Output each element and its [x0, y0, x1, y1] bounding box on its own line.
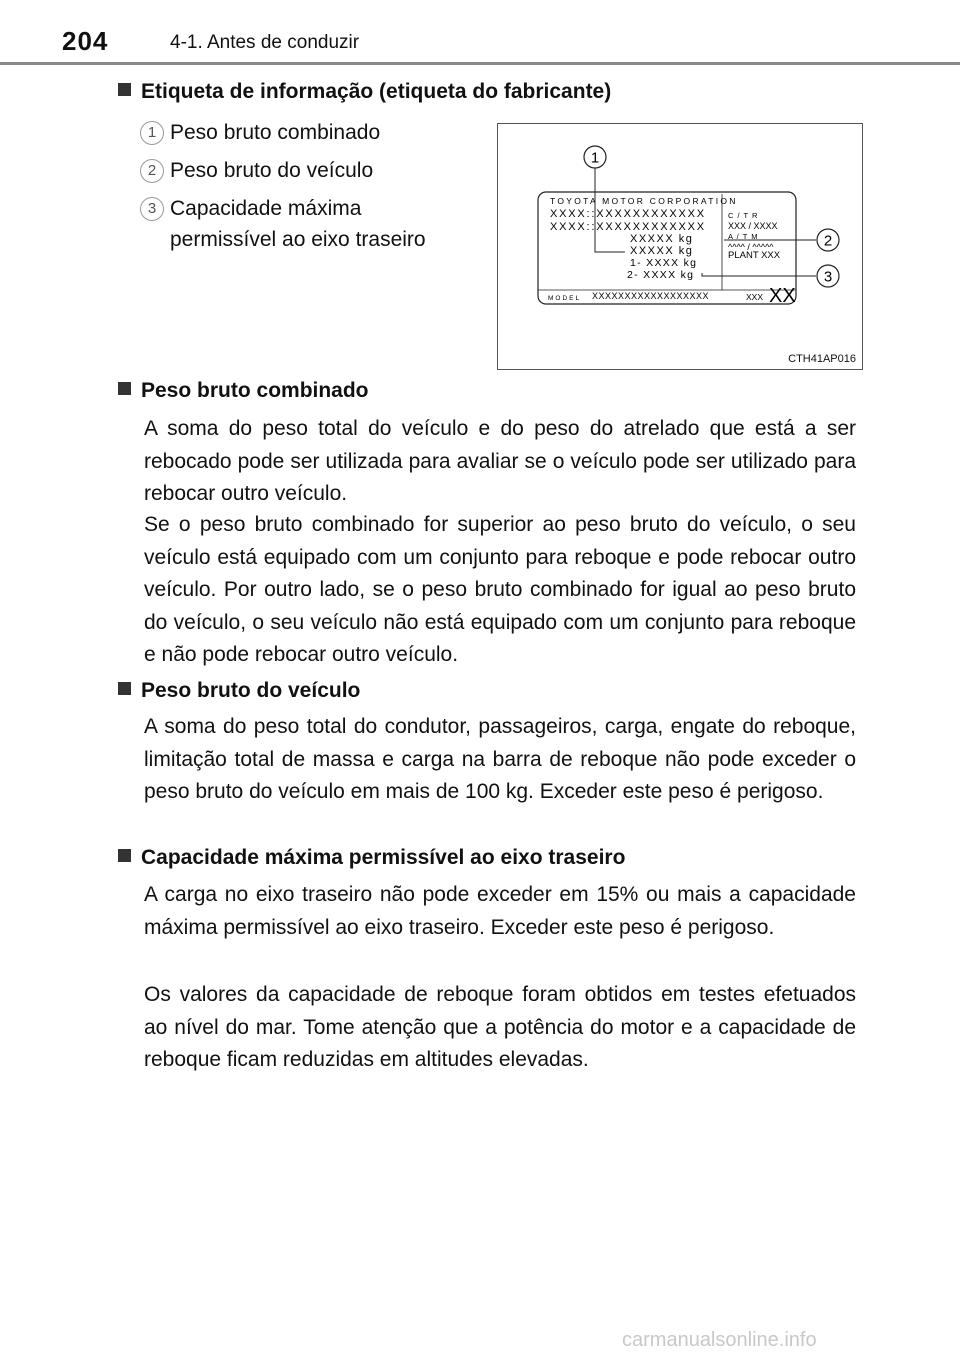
- callout-number-1: 1: [590, 149, 600, 167]
- label-item-text: Peso bruto combinado: [170, 121, 381, 144]
- label-section-title: Etiqueta de informação (etiqueta do fabricante): [118, 80, 611, 104]
- square-bullet-icon: [118, 849, 131, 862]
- label-atm: A / T M: [728, 232, 759, 241]
- label-ctr: C / T R: [728, 211, 759, 220]
- label-item-text: Peso bruto do veículo: [170, 159, 374, 182]
- paragraph: Os valores da capacidade de reboque foram obtidos em testes efetuados ao nível do mar. Tome atenção que a potência do motor e a capacidade de reboque ficam reduzidas em altitudes elevadas.: [144, 983, 856, 1071]
- paragraph: A carga no eixo traseiro não pode exceder em 15% ou mais a capacidade máxima permissível ao eixo traseiro. Exceder este peso é perigoso.: [144, 883, 856, 939]
- page-number: 204: [62, 26, 109, 56]
- figure-id: CTH41AP016: [788, 353, 856, 365]
- label-model-value: XXXXXXXXXXXXXXXXXX: [592, 291, 710, 301]
- label-big-xx: XX: [769, 285, 796, 307]
- square-bullet-icon: [118, 382, 131, 395]
- section-title-vehicle-weight: Peso bruto do veículo: [118, 679, 360, 703]
- square-bullet-icon: [118, 83, 131, 96]
- callout-line-3: [702, 273, 816, 276]
- label-model: MODEL: [548, 295, 582, 302]
- label-plant: PLANT XXX: [728, 250, 781, 261]
- label-kg-1: XXXXX kg: [630, 233, 694, 245]
- label-maker: TOYOTA MOTOR CORPORATION: [550, 196, 738, 206]
- callout-number: 1: [140, 121, 164, 145]
- callout-number-3: 3: [823, 268, 833, 286]
- label-line-1: XXXX::XXXXXXXXXXXX: [550, 208, 706, 220]
- watermark: carmanualsonline.info: [622, 1329, 817, 1351]
- square-bullet-icon: [118, 682, 131, 695]
- label-ctr-value: XXX / XXXX: [728, 221, 778, 231]
- manufacturer-label-figure: [497, 123, 863, 370]
- page-header: [0, 0, 960, 64]
- label-atm-value: ^^^^ / ^^^^^: [728, 242, 774, 252]
- label-item-1: [140, 117, 470, 148]
- header-rule: [0, 62, 960, 65]
- label-item-text: Capacidade máxima permissível ao eixo traseiro: [170, 197, 426, 251]
- callout-number: 2: [140, 159, 164, 183]
- label-line-2: XXXX::XXXXXXXXXXXX: [550, 221, 706, 233]
- label-illustration: [498, 124, 862, 369]
- section-title-rear-axle: Capacidade máxima permissível ao eixo traseiro: [118, 846, 625, 870]
- label-kg-3: 1- XXXX kg: [630, 257, 698, 269]
- callout-number-2: 2: [823, 232, 833, 250]
- paragraph: Se o peso bruto combinado for superior ao peso bruto do veículo, o seu veículo está equipado com um conjunto para reboque e pode rebocar outro veículo. Por outro lado, se o peso bruto combinado for igual ao peso bruto do veículo, o seu veículo não está equipado com um conjunto para reboque e não pode rebocar outro veículo.: [144, 513, 856, 666]
- callout-number: 3: [140, 197, 164, 221]
- label-kg-4: 2- XXXX kg: [627, 269, 695, 281]
- label-kg-2: XXXXX kg: [630, 245, 694, 257]
- chapter-title: 4-1. Antes de conduzir: [170, 32, 360, 53]
- paragraph: A soma do peso total do veículo e do peso do atrelado que está a ser rebocado pode ser utilizada para avaliar se o veículo pode ser utilizado para rebocar outro veículo.: [144, 417, 856, 505]
- paragraph: A soma do peso total do condutor, passageiros, carga, engate do reboque, limitação total de massa e carga na barra de reboque não pode exceder o peso bruto do veículo em mais de 100 kg. Exceder este peso é perigoso.: [144, 715, 856, 803]
- label-item-3: [140, 193, 470, 255]
- label-xxx: XXX: [746, 292, 764, 302]
- label-item-2: [140, 155, 470, 186]
- section-title-combined-weight: Peso bruto combinado: [118, 379, 369, 403]
